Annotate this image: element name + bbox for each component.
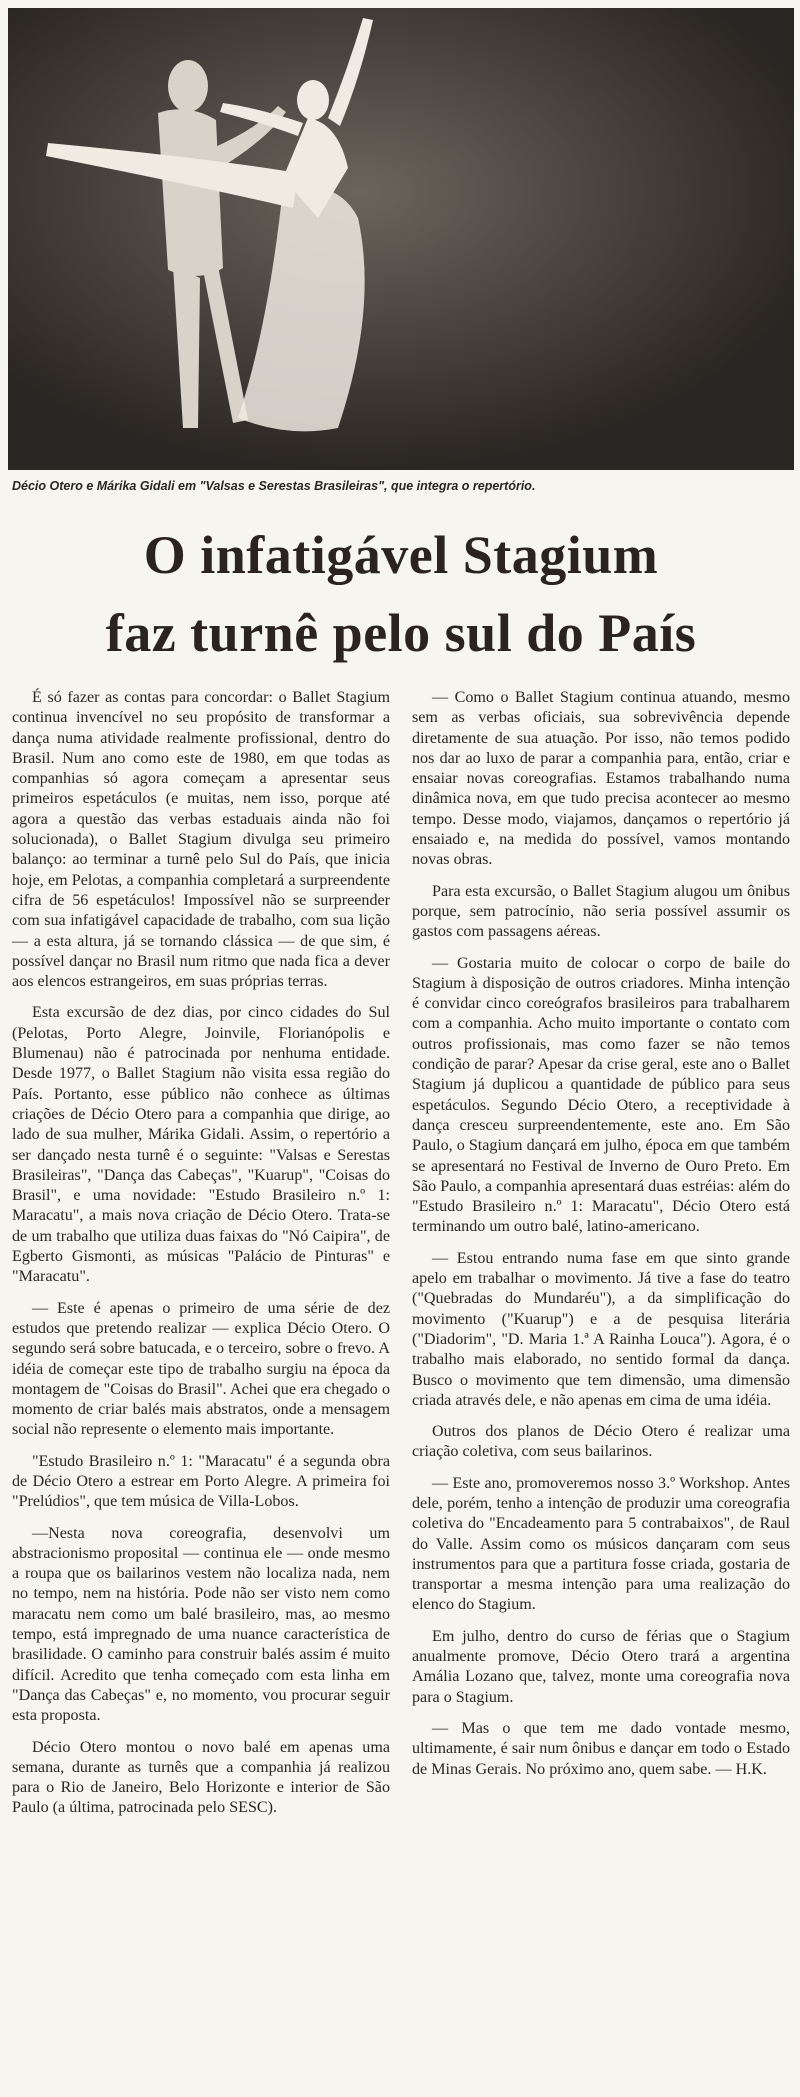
article-column-left bbox=[12, 688, 390, 1830]
paragraph: — Como o Ballet Stagium continua atuando, mesmo sem as verbas oficiais, sua sobrevivência depende diretamente de sua atuação. Por isso, não temos podido nos dar ao luxo de parar a companhia para, então, criar e ensaiar novas coreografias. Estamos trabalhando numa dinâmica nova, em que tudo precisa acontecer ao mesmo tempo. Desse modo, viajamos, dançamos o repertório já ensaiado e, na medida do possível, vamos montando novas obras. bbox=[412, 689, 790, 869]
paragraph: Décio Otero montou o novo balé em apenas uma semana, durante as turnês que a companhia já realizou para o Rio de Janeiro, Belo Horizonte e interior de São Paulo (a última, patrocinada pelo SESC). bbox=[12, 1738, 390, 1817]
paragraph: — Estou entrando numa fase em que sinto grande apelo em trabalhar o movimento. Já tive a fase do teatro ("Quebradas do Mundaréu"), a da simplificação do movimento ("Kuarup") e a de pesquisa literária ("Diadorim", "D. Maria 1.ª A Rainha Louca"). Agora, é o trabalho mais elaborado, no sentido formal da dança. Busco o movimento que tem dimensão, uma dimensão criada através dele, e não apenas em cima de uma idéia. bbox=[412, 1249, 790, 1409]
paragraph: Para esta excursão, o Ballet Stagium alugou um ônibus porque, sem patrocínio, não seria possível assumir os gastos com passagens aéreas. bbox=[412, 882, 790, 941]
paragraph: Outros dos planos de Décio Otero é realizar uma criação coletiva, com seus bailarinos. bbox=[412, 1423, 790, 1461]
dancers-illustration bbox=[8, 8, 794, 470]
paragraph: Esta excursão de dez dias, por cinco cidades do Sul (Pelotas, Porto Alegre, Joinvile, Florianópolis e Blumenau) não é patrocinada por nenhuma entidade. Desde 1977, o Ballet Stagium não visita essa região do País. Portanto, esse público não conhece as últimas criações de Décio Otero para a companhia que dirige, ao lado de sua mulher, Márika Gidali. Assim, o repertório a ser dançado nesta turnê é o seguinte: "Valsas e Serestas Brasileiras", "Dança das Cabeças", "Kuarup", "Coisas do Brasil", e uma novidade: "Estudo Brasileiro n.º 1: Maracatu", a mais nova criação de Décio Otero. Trata-se de um trabalho que utiliza duas faixas do "Nó Caipira", de Egberto Gismonti, as músicas "Palácio de Pinturas" e "Maracatu". bbox=[12, 1004, 390, 1286]
paragraph: — Gostaria muito de colocar o corpo de baile do Stagium à disposição de outros criadores. Minha intenção é convidar cinco coreógrafos brasileiros para trabalharem com a companhia. Acho muito importante o contato com outros profissionais, mas como fazer se não temos condição de parar? Apesar da crise geral, este ano o Ballet Stagium já duplicou a quantidade de público para seus espetáculos. Segundo Décio Otero, a receptividade à dança cresceu surpreendentemente, este ano. Em São Paulo, o Stagium dançará em julho, época em que também se apresentará no Festival de Inverno de Ouro Preto. Em São Paulo, a companhia apresentará duas estréias: além do "Estudo Brasileiro n.º 1: Maracatu", Décio Otero está terminando um outro balé, latino-americano. bbox=[412, 954, 790, 1236]
article-column-right bbox=[412, 688, 790, 1791]
paragraph: —Nesta nova coreografia, desenvolvi um abstracionismo proposital — continua ele — onde mesmo a roupa que os bailarinos vestem não localiza nada, nem no tempo, nem na história. Pode não ser visto nem como maracatu nem como um balé brasileiro, mas, ao mesmo tempo, está impregnado de uma nuance característica de brasilidade. O caminho para construir balés assim é muito difícil. Acredito que tenha começado com esta linha em "Dança das Cabeças" e, no momento, vou procurar seguir esta proposta. bbox=[12, 1524, 390, 1725]
paragraph: "Estudo Brasileiro n.º 1: "Maracatu" é a segunda obra de Décio Otero a estrear em Porto Alegre. A primeira foi "Prelúdios", que tem música de Villa-Lobos. bbox=[12, 1452, 390, 1511]
paragraph: Em julho, dentro do curso de férias que o Stagium anualmente promove, Décio Otero trará a argentina Amália Lozano que, talvez, monte uma coreografia nova para o Stagium. bbox=[412, 1627, 790, 1706]
headline-line-1: O infatigável Stagium bbox=[143, 525, 659, 585]
photo-caption: Décio Otero e Márika Gidali em "Valsas e Serestas Brasileiras", que integra o repertório. bbox=[12, 479, 536, 493]
paragraph: — Mas o que tem me dado vontade mesmo, ultimamente, é sair num ônibus e dançar em todo o Estado de Minas Gerais. No próximo ano, quem sabe. — H.K. bbox=[412, 1719, 790, 1778]
headline-line-2: faz turnê pelo sul do País bbox=[105, 603, 697, 663]
dancers-photo bbox=[8, 8, 794, 470]
paragraph: — Este é apenas o primeiro de uma série de dez estudos que pretendo realizar — explica Décio Otero. O segundo será sobre batucada, e o terceiro, sobre o frevo. A idéia de começar este tipo de trabalho surgiu na época da montagem de "Coisas do Brasil". Achei que era chegado o momento de criar balés mais abstratos, onde a mensagem social não represente o elemento mais importante. bbox=[12, 1299, 390, 1439]
paragraph: É só fazer as contas para concordar: o Ballet Stagium continua invencível no seu propósito de transformar a dança numa atividade realmente profissional, dentro do Brasil. Num ano como este de 1980, em que todas as companhias só agora começam a apresentar seus primeiros espetáculos (e muitas, nem isso, porque até agora a questão das verbas estaduais ainda não foi solucionada), o Ballet Stagium divulga seu primeiro balanço: ao terminar a turnê pelo Sul do País, que inicia hoje, em Pelotas, a companhia completará a surpreendente cifra de 56 espetáculos! Impossível não se surpreender com sua infatigável capacidade de trabalho, com sua lição — a esta altura, já se tornando clássica — de que sim, é possível dançar no Brasil num ritmo que nada fica a dever aos elencos estrangeiros, em suas próprias terras. bbox=[12, 689, 390, 991]
headline bbox=[8, 516, 794, 672]
paragraph: — Este ano, promoveremos nosso 3.º Workshop. Antes dele, porém, tenho a intenção de produzir uma coreografia coletiva do "Encadeamento para 5 contrabaixos", de Raul do Valle. Assim como os músicos dançaram com seus instrumentos para que a partitura fosse criada, gostaria de transportar a mesma intenção para uma realização do elenco do Stagium. bbox=[412, 1474, 790, 1614]
